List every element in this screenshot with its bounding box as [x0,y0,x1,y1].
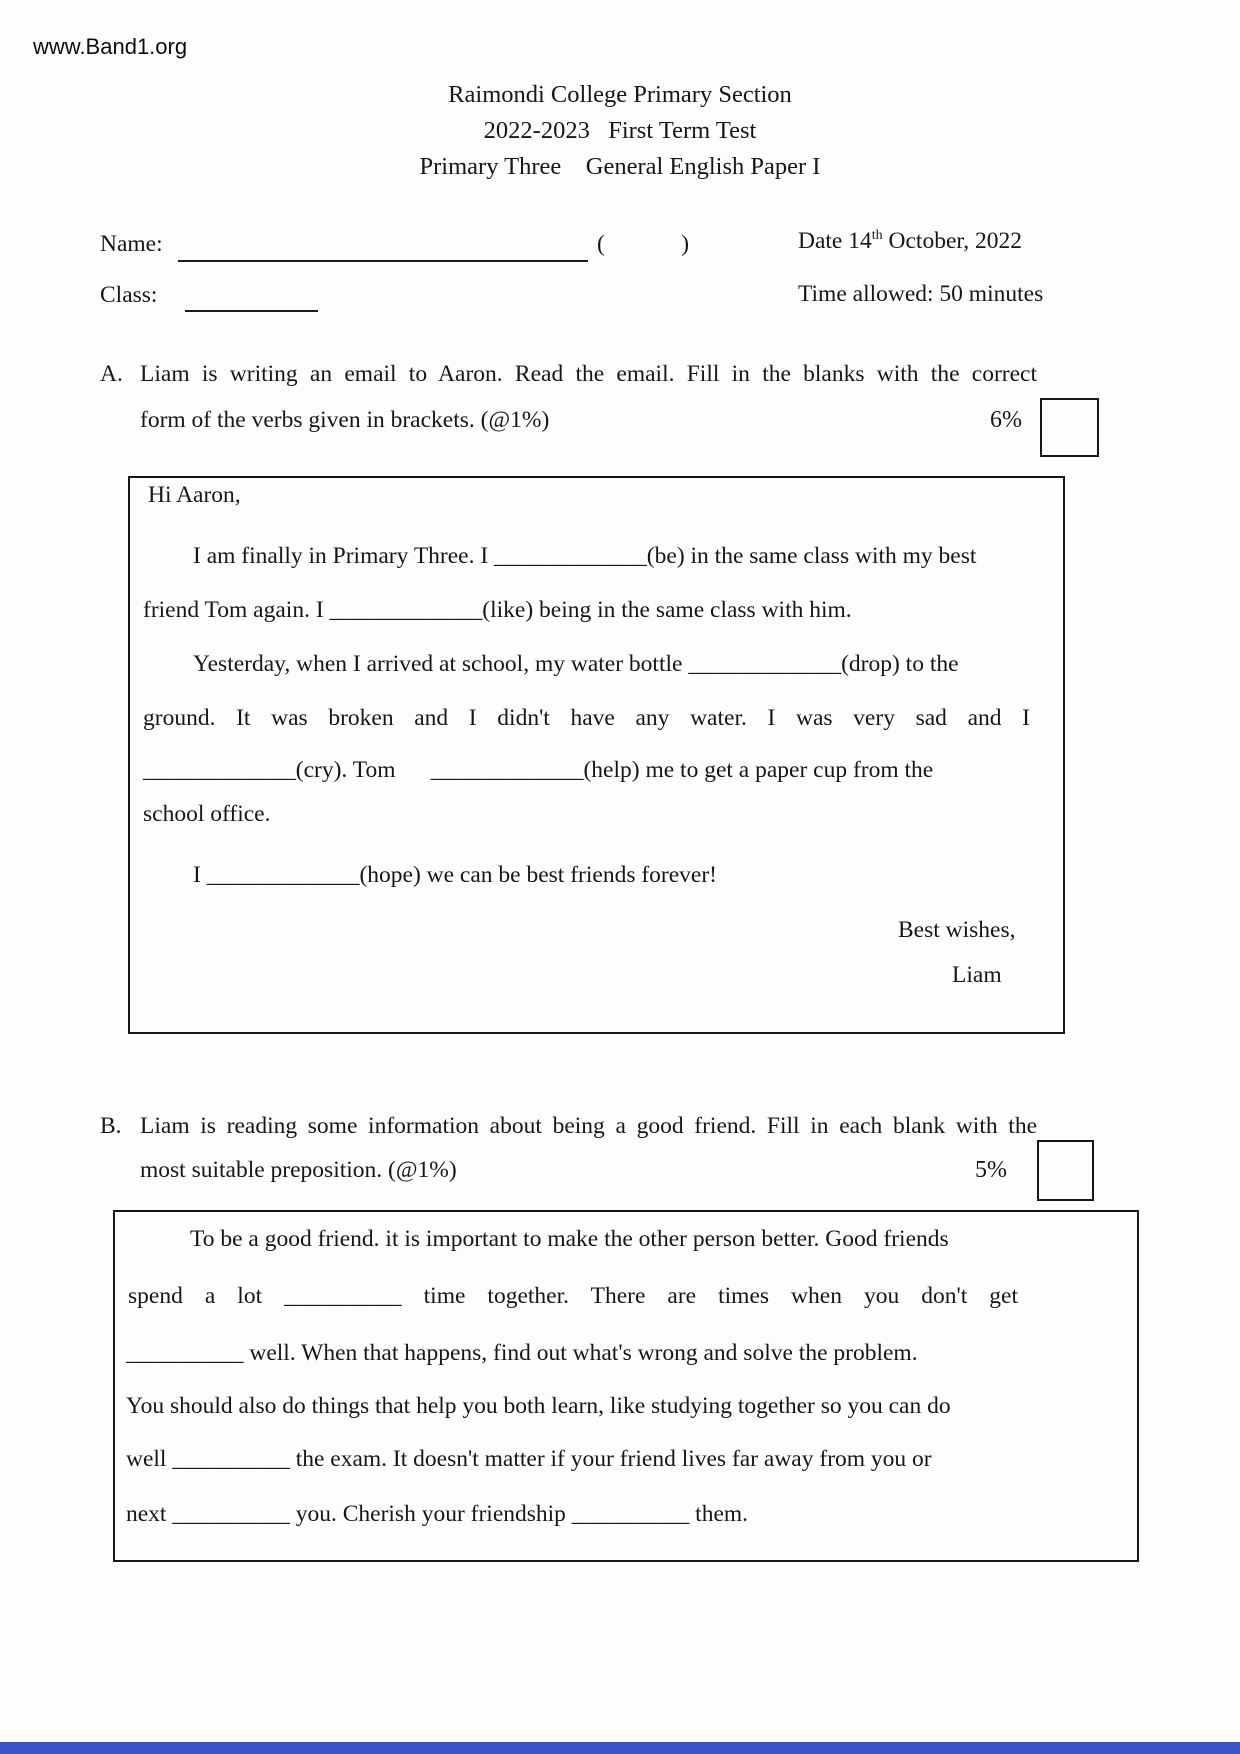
section-a-letter: A. [100,361,123,387]
section-b-score: 5% [975,1157,1007,1183]
email-line: ground. It was broken and I didn't have any water. I was very sad and I [143,705,1030,731]
passage-line: To be a good friend. it is important to make the other person better. Good friends [190,1226,949,1252]
class-blank-line [185,310,318,312]
paper-subtitle: Primary Three General English Paper I [419,153,821,180]
email-line: I am finally in Primary Three. I _____________(be) in the same class with my best [193,543,977,569]
date-ordinal: th [871,228,883,244]
email-signature: Liam [952,962,1002,988]
passage-line: spend a lot __________ time together. There are times when you don't get [128,1283,1018,1309]
school-name: Raimondi College Primary Section [448,81,792,108]
time-allowed: Time allowed: 50 minutes [798,281,1044,307]
email-line: friend Tom again. I _____________(like) being in the same class with him. [143,597,852,623]
name-class-parens: ( ) [597,231,690,257]
date-prefix: Date 14 [798,228,872,254]
bottom-blue-bar [0,1742,1240,1754]
email-line: _____________(cry). Tom _____________(help) me to get a paper cup from the [143,757,934,783]
site-watermark: www.Band1.org [33,34,188,59]
date-suffix: October, 2022 [882,228,1023,254]
class-label: Class: [100,282,158,308]
section-a-instruction-1: Liam is writing an email to Aaron. Read the email. Fill in the blanks with the correct [140,361,1037,387]
name-blank-line [178,260,588,262]
section-a-score: 6% [990,407,1022,433]
email-line: Yesterday, when I arrived at school, my water bottle _____________(drop) to the [193,651,959,677]
email-line: I _____________(hope) we can be best friends forever! [193,862,717,888]
term-test-title: 2022-2023 First Term Test [483,117,757,144]
name-label: Name: [100,231,163,257]
passage-line: __________ well. When that happens, find out what's wrong and solve the problem. [126,1340,918,1366]
passage-line: You should also do things that help you both learn, like studying together so you can do [126,1393,951,1419]
email-closing: Best wishes, [898,917,1016,943]
section-a-instruction-2: form of the verbs given in brackets. (@1%) [140,407,550,433]
passage-line: next __________ you. Cherish your friendship __________ them. [126,1501,749,1527]
email-line: school office. [143,801,271,827]
paper-title-block [0,77,1240,185]
section-a-score-box [1040,398,1099,457]
section-b-score-box [1037,1140,1094,1201]
section-b-instruction-2: most suitable preposition. (@1%) [140,1157,457,1183]
section-b-instruction-1: Liam is reading some information about being a good friend. Fill in each blank with the [140,1113,1037,1139]
email-greeting: Hi Aaron, [148,482,241,508]
date-line [798,228,1022,255]
section-b-letter: B. [100,1113,122,1139]
passage-line: well __________ the exam. It doesn't matter if your friend lives far away from you or [126,1446,932,1472]
